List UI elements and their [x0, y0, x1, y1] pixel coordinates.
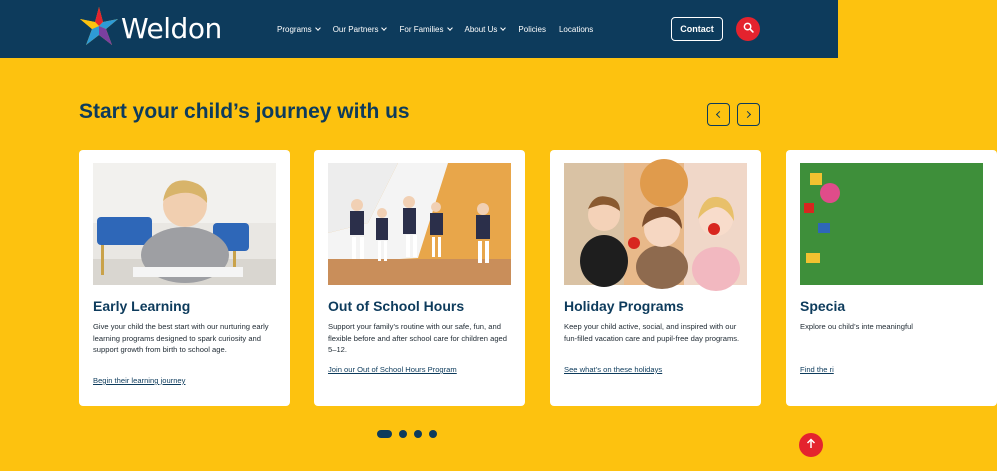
card-image: [93, 163, 276, 285]
chevron-right-icon: [744, 111, 751, 118]
card-description: Give your child the best start with our nurturing early learning programs designed to spark curiosity and support growth from birth to school age.: [93, 322, 269, 354]
card-link[interactable]: See what’s on these holidays: [564, 365, 663, 374]
nav-item-for-families[interactable]: [399, 25, 451, 34]
nav-item-about-us[interactable]: [465, 25, 506, 34]
program-card-early-learning[interactable]: [79, 150, 290, 406]
carousel-prev-button[interactable]: [707, 103, 730, 126]
card-title: Out of School Hours: [328, 298, 465, 314]
back-to-top-button[interactable]: [799, 433, 823, 457]
program-card-holiday-programs[interactable]: [550, 150, 761, 406]
carousel-dot[interactable]: [377, 430, 392, 438]
card-title: Specia: [800, 298, 846, 314]
nav-item-label: Programs: [277, 24, 312, 34]
nav-item-label: For Families: [399, 24, 444, 34]
card-title: Holiday Programs: [564, 298, 684, 314]
chevron-down-icon: [447, 25, 453, 31]
carousel-next-button[interactable]: [737, 103, 760, 126]
card-title: Early Learning: [93, 298, 191, 314]
chevron-down-icon: [501, 25, 507, 31]
search-icon: [743, 20, 754, 38]
card-description: Keep your child active, social, and inspired with our fun-filled vacation care and pupil-free day programs.: [564, 322, 740, 343]
nav-item-policies[interactable]: [518, 25, 546, 34]
card-description: Explore ou child’s inte meaningful: [800, 322, 913, 331]
carousel-dot[interactable]: [414, 430, 422, 438]
card-image: [800, 163, 983, 285]
arrow-up-icon: [806, 436, 816, 454]
nav-item-programs[interactable]: [277, 25, 320, 34]
section-title: Start your child’s journey with us: [79, 100, 410, 123]
card-link[interactable]: Begin their learning journey: [93, 376, 186, 385]
card-image: [328, 163, 511, 285]
card-link[interactable]: Find the ri: [800, 365, 834, 374]
card-description: Support your family’s routine with our safe, fun, and flexible before and after school care for children aged 5–12.: [328, 322, 507, 354]
nav-item-locations[interactable]: [559, 25, 593, 34]
program-card-out-of-school-hours[interactable]: [314, 150, 525, 406]
card-image: [564, 163, 747, 285]
chevron-down-icon: [315, 25, 321, 31]
nav-item-label: Our Partners: [332, 24, 379, 34]
card-link[interactable]: Join our Out of School Hours Program: [328, 365, 457, 374]
nav-item-our-partners[interactable]: [333, 25, 387, 34]
main-nav: [277, 22, 606, 36]
chevron-down-icon: [382, 25, 388, 31]
nav-item-label: Policies: [518, 24, 546, 34]
nav-item-label: Locations: [558, 24, 594, 34]
logo[interactable]: [78, 7, 228, 49]
carousel-dot[interactable]: [399, 430, 407, 438]
carousel-pagination: [377, 430, 444, 438]
brand-name: Weldon: [121, 11, 222, 45]
program-card-partial[interactable]: [786, 150, 997, 406]
search-button[interactable]: [736, 17, 760, 41]
nav-item-label: About Us: [464, 24, 498, 34]
contact-button[interactable]: Contact: [671, 17, 723, 41]
carousel-dot[interactable]: [429, 430, 437, 438]
star-logo-icon: [78, 5, 120, 52]
chevron-left-icon: [716, 111, 723, 118]
site-header: [0, 0, 838, 58]
